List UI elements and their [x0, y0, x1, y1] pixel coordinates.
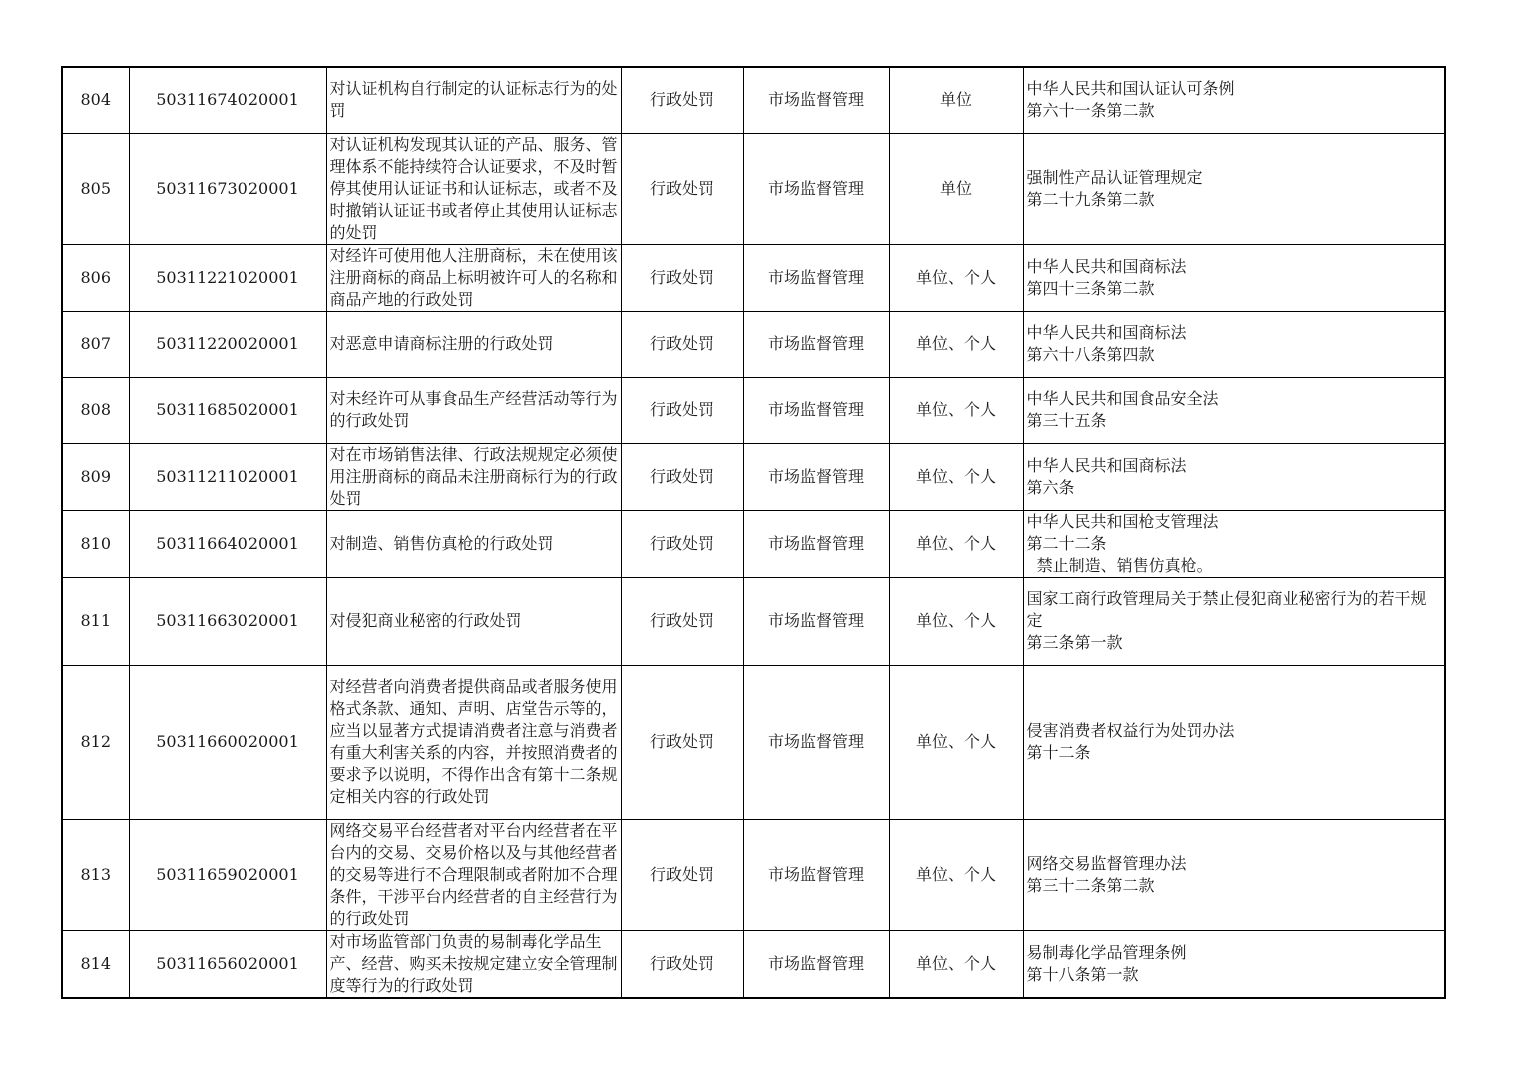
cell-legal-basis — [1023, 311, 1445, 377]
cell-item-name: 对未经许可从事食品生产经营活动等行为的行政处罚 — [326, 377, 621, 443]
cell-target-object: 单位 — [889, 133, 1023, 244]
cell-item-name: 对认证机构自行制定的认证标志行为的处罚 — [326, 67, 621, 133]
cell-item-code: 50311656020001 — [129, 930, 326, 998]
legal-basis-line: 第六十一条第二款 — [1026, 101, 1155, 121]
cell-item-code: 50311220020001 — [129, 311, 326, 377]
cell-serial-number: 807 — [62, 311, 129, 377]
cell-item-type: 行政处罚 — [621, 67, 743, 133]
cell-legal-basis — [1023, 67, 1445, 133]
table-row — [62, 311, 1445, 377]
legal-basis-line: 国家工商行政管理局关于禁止侵犯商业秘密行为的若干规定 — [1026, 589, 1427, 630]
cell-serial-number: 810 — [62, 510, 129, 577]
cell-target-object: 单位、个人 — [889, 443, 1023, 510]
legal-basis-line: 第六十八条第四款 — [1026, 345, 1155, 364]
cell-department: 市场监督管理 — [743, 67, 889, 133]
cell-department: 市场监督管理 — [743, 510, 889, 577]
cell-serial-number: 805 — [62, 133, 129, 244]
table-row — [62, 577, 1445, 665]
cell-serial-number: 813 — [62, 819, 129, 930]
table-row — [62, 67, 1445, 133]
table-row — [62, 443, 1445, 510]
legal-basis-line: 中华人民共和国商标法 — [1026, 256, 1187, 276]
cell-item-name: 对侵犯商业秘密的行政处罚 — [326, 577, 621, 665]
table-row — [62, 133, 1445, 244]
legal-basis-line: 易制毒化学品管理条例 — [1026, 942, 1187, 962]
cell-item-name: 对认证机构发现其认证的产品、服务、管理体系不能持续符合认证要求，不及时暂停其使用认证证书和认证标志，或者不及时撤销认证证书或者停止其使用认证标志的处罚 — [326, 133, 621, 244]
legal-basis-line: 中华人民共和国商标法 — [1026, 455, 1187, 475]
legal-basis-line: 第六条 — [1026, 477, 1075, 497]
cell-department: 市场监督管理 — [743, 443, 889, 510]
cell-target-object: 单位、个人 — [889, 244, 1023, 311]
legal-basis-line: 第四十三条第二款 — [1026, 278, 1155, 298]
cell-legal-basis — [1023, 133, 1445, 244]
cell-department: 市场监督管理 — [743, 930, 889, 998]
cell-item-code: 50311221020001 — [129, 244, 326, 311]
legal-basis-line: 侵害消费者权益行为处罚办法 — [1026, 721, 1235, 740]
cell-item-type: 行政处罚 — [621, 133, 743, 244]
cell-item-code: 50311211020001 — [129, 443, 326, 510]
table-row — [62, 244, 1445, 311]
cell-serial-number: 808 — [62, 377, 129, 443]
cell-serial-number: 812 — [62, 665, 129, 819]
cell-item-type: 行政处罚 — [621, 244, 743, 311]
legal-basis-line: 中华人民共和国商标法 — [1026, 323, 1187, 342]
table-body — [62, 67, 1445, 998]
cell-item-code: 50311663020001 — [129, 577, 326, 665]
cell-target-object: 单位 — [889, 67, 1023, 133]
cell-item-code: 50311674020001 — [129, 67, 326, 133]
legal-basis-line: 中华人民共和国食品安全法 — [1026, 389, 1219, 408]
cell-target-object: 单位、个人 — [889, 930, 1023, 998]
cell-legal-basis — [1023, 443, 1445, 510]
cell-item-name: 对市场监管部门负责的易制毒化学品生产、经营、购买未按规定建立安全管理制度等行为的行政处罚 — [326, 930, 621, 998]
cell-item-type: 行政处罚 — [621, 819, 743, 930]
cell-item-name: 对经营者向消费者提供商品或者服务使用格式条款、通知、声明、店堂告示等的，应当以显著方式提请消费者注意与消费者有重大利害关系的内容，并按照消费者的要求予以说明，不得作出含有第十二条规定相关内容的行政处罚 — [326, 665, 621, 819]
table-row — [62, 377, 1445, 443]
cell-department: 市场监督管理 — [743, 377, 889, 443]
table-row — [62, 510, 1445, 577]
cell-target-object: 单位、个人 — [889, 311, 1023, 377]
cell-item-code: 50311660020001 — [129, 665, 326, 819]
legal-basis-line: 中华人民共和国认证认可条例 — [1026, 79, 1235, 99]
cell-item-code: 50311659020001 — [129, 819, 326, 930]
cell-item-name: 对经许可使用他人注册商标，未在使用该注册商标的商品上标明被许可人的名称和商品产地的行政处罚 — [326, 244, 621, 311]
legal-basis-line: 第二十二条 — [1026, 533, 1107, 553]
cell-target-object: 单位、个人 — [889, 819, 1023, 930]
cell-item-name: 网络交易平台经营者对平台内经营者在平台内的交易、交易价格以及与其他经营者的交易等进行不合理限制或者附加不合理条件，干涉平台内经营者的自主经营行为的行政处罚 — [326, 819, 621, 930]
cell-department: 市场监督管理 — [743, 577, 889, 665]
cell-item-name: 对恶意申请商标注册的行政处罚 — [326, 311, 621, 377]
cell-legal-basis — [1023, 665, 1445, 819]
cell-item-type: 行政处罚 — [621, 665, 743, 819]
cell-department: 市场监督管理 — [743, 665, 889, 819]
cell-department: 市场监督管理 — [743, 244, 889, 311]
legal-basis-line: 第三十二条第二款 — [1026, 875, 1155, 895]
cell-item-code: 50311673020001 — [129, 133, 326, 244]
cell-legal-basis — [1023, 819, 1445, 930]
cell-item-type: 行政处罚 — [621, 510, 743, 577]
cell-serial-number: 811 — [62, 577, 129, 665]
cell-item-name: 对制造、销售仿真枪的行政处罚 — [326, 510, 621, 577]
cell-item-code: 50311664020001 — [129, 510, 326, 577]
legal-basis-line: 第十二条 — [1026, 743, 1091, 762]
legal-basis-line: 网络交易监督管理办法 — [1026, 853, 1187, 873]
cell-item-type: 行政处罚 — [621, 577, 743, 665]
cell-item-type: 行政处罚 — [621, 311, 743, 377]
cell-department: 市场监督管理 — [743, 311, 889, 377]
legal-basis-line: 禁止制造、销售仿真枪。 — [1026, 555, 1213, 575]
cell-department: 市场监督管理 — [743, 819, 889, 930]
cell-serial-number: 809 — [62, 443, 129, 510]
legal-basis-line: 强制性产品认证管理规定 — [1026, 167, 1203, 187]
cell-target-object: 单位、个人 — [889, 510, 1023, 577]
cell-serial-number: 806 — [62, 244, 129, 311]
cell-item-type: 行政处罚 — [621, 443, 743, 510]
cell-target-object: 单位、个人 — [889, 665, 1023, 819]
cell-serial-number: 804 — [62, 67, 129, 133]
legal-basis-line: 第三条第一款 — [1026, 633, 1123, 652]
legal-basis-line: 第二十九条第二款 — [1026, 189, 1155, 209]
cell-legal-basis — [1023, 930, 1445, 998]
cell-target-object: 单位、个人 — [889, 577, 1023, 665]
penalty-items-table — [61, 66, 1446, 999]
legal-basis-line: 第三十五条 — [1026, 411, 1107, 430]
cell-item-name: 对在市场销售法律、行政法规规定必须使用注册商标的商品未注册商标行为的行政处罚 — [326, 443, 621, 510]
legal-basis-line: 中华人民共和国枪支管理法 — [1026, 511, 1219, 531]
table-row — [62, 819, 1445, 930]
legal-basis-line: 第十八条第一款 — [1026, 964, 1139, 984]
cell-serial-number: 814 — [62, 930, 129, 998]
cell-legal-basis — [1023, 244, 1445, 311]
cell-target-object: 单位、个人 — [889, 377, 1023, 443]
table-row — [62, 665, 1445, 819]
cell-item-type: 行政处罚 — [621, 377, 743, 443]
table-row — [62, 930, 1445, 998]
cell-legal-basis — [1023, 510, 1445, 577]
cell-legal-basis — [1023, 377, 1445, 443]
cell-item-code: 50311685020001 — [129, 377, 326, 443]
cell-department: 市场监督管理 — [743, 133, 889, 244]
cell-item-type: 行政处罚 — [621, 930, 743, 998]
cell-legal-basis — [1023, 577, 1445, 665]
